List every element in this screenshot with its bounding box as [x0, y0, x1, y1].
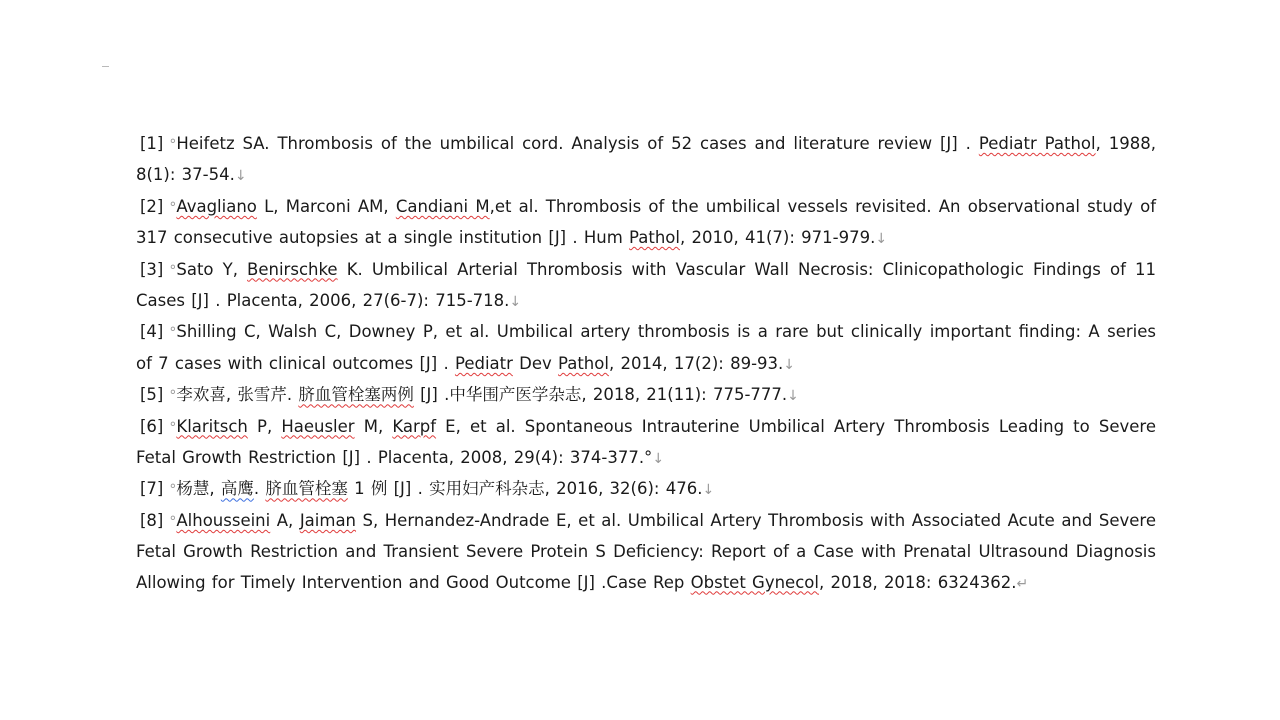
spellcheck-flagged-text: Obstet Gynecol	[690, 572, 819, 592]
reference-text: , 2014, 17(2): 89-93.	[608, 353, 784, 373]
spellcheck-flagged-text: Pathol	[558, 353, 609, 373]
reference-text: Heifetz SA. Thrombosis of the umbilical cord. Analysis of 52 cases and literature review [J] .	[176, 134, 979, 153]
reference-text: Sato Y,	[176, 259, 248, 279]
reference-text: ,et al. Thrombosis of the umbilical vessels revisited. An observational study of 317 consecutive autopsies at a single institution [J] . Hum	[136, 196, 1157, 248]
spellcheck-flagged-text: Pediatr	[454, 353, 513, 373]
format-mark: °	[169, 513, 177, 530]
reference-item[interactable]	[136, 412, 1156, 475]
spellcheck-flagged-text: Candiani M	[395, 196, 490, 216]
spellcheck-flagged-text: Pediatr Pathol	[978, 134, 1096, 153]
reference-text: , 1988, 8(1): 37-54.	[136, 134, 1157, 185]
spellcheck-flagged-text: 脐血管栓塞两例	[298, 385, 414, 405]
reference-text: 李欢喜, 张雪芹.	[176, 385, 299, 405]
reference-text: A,	[270, 510, 300, 530]
reference-text: P,	[247, 416, 282, 436]
grammar-flagged-text: 高鹰	[220, 479, 254, 499]
reference-number: [4]	[140, 322, 164, 342]
spellcheck-flagged-text: Pathol	[629, 228, 680, 248]
paragraph-mark: ↓	[787, 388, 799, 405]
reference-number: [1]	[140, 134, 164, 153]
reference-item[interactable]	[136, 317, 1156, 380]
reference-number: [6]	[140, 416, 164, 436]
spellcheck-flagged-text: Alhousseini	[176, 510, 271, 530]
reference-item[interactable]	[136, 255, 1156, 318]
spellcheck-flagged-text: Benirschke	[247, 259, 338, 279]
spellcheck-flagged-text: Karpf	[392, 416, 437, 436]
reference-text: Dev	[512, 353, 559, 373]
reference-item[interactable]	[136, 129, 1156, 192]
reference-text: S, Hernandez-Andrade E, et al. Umbilical Artery Thrombosis with Associated Acute and Severe Fetal Growth Restriction and Transient Severe Protein S Deficiency: Report of a Case with Prenatal Ultrasound Diagnosis Allowing for Timely Intervention and Good Outcome [J] .Case Rep	[136, 510, 1156, 592]
reference-text: 1 例 [J] . 实用妇产科杂志, 2016, 32(6): 476.	[347, 479, 703, 499]
reference-number: [2]	[140, 196, 164, 216]
paragraph-mark: ↓	[652, 451, 665, 468]
spellcheck-flagged-text: Avagliano	[176, 196, 257, 216]
reference-item[interactable]	[136, 380, 1156, 411]
spellcheck-flagged-text: 脐血管栓塞	[265, 479, 348, 499]
format-mark: °	[169, 419, 177, 436]
reference-number: [7]	[140, 479, 164, 499]
reference-item[interactable]	[136, 192, 1156, 255]
paragraph-mark: ↓	[875, 231, 888, 248]
reference-text: .	[253, 479, 266, 499]
reference-list	[136, 129, 1156, 599]
format-mark: °	[169, 262, 177, 279]
reference-text: 杨慧,	[176, 479, 221, 499]
spellcheck-flagged-text: Jaiman	[299, 510, 357, 530]
paragraph-mark: ↓	[234, 168, 247, 185]
reference-text: E, et al. Spontaneous Intrauterine Umbilical Artery Thrombosis Leading to Severe Fetal Growth Restriction [J] . Placenta, 2008, 29(4): 374-377.°	[136, 416, 1156, 468]
paragraph-mark: ↓	[702, 482, 715, 499]
paragraph-mark: ↓	[509, 294, 522, 311]
format-mark: °	[169, 388, 177, 405]
spellcheck-flagged-text: Klaritsch	[176, 416, 248, 436]
format-mark: °	[169, 482, 177, 499]
page-corner-mark	[102, 66, 109, 67]
reference-number: [3]	[140, 259, 164, 279]
format-mark: °	[169, 199, 177, 216]
reference-text: , 2010, 41(7): 971-979.	[679, 228, 876, 248]
reference-text: , 2018, 2018: 6324362.	[818, 572, 1017, 592]
reference-text: Shilling C, Walsh C, Downey P, et al. Umbilical artery thrombosis is a rare but clinically important finding: A series of 7 cases with clinical outcomes [J] .	[136, 322, 1156, 373]
format-mark: °	[169, 325, 177, 342]
paragraph-mark: ↵	[1016, 575, 1029, 592]
reference-item[interactable]	[136, 474, 1156, 505]
spellcheck-flagged-text: Haeusler	[281, 416, 355, 436]
paragraph-mark: ↓	[783, 356, 796, 373]
reference-text: [J] .中华围产医学杂志, 2018, 21(11): 775-777.	[413, 385, 788, 405]
reference-text: M,	[354, 416, 393, 436]
reference-text: K. Umbilical Arterial Thrombosis with Vascular Wall Necrosis: Clinicopathologic Findings of 11 Cases [J] . Placenta, 2006, 27(6-7): 715-718.	[136, 259, 1156, 311]
reference-item[interactable]	[136, 506, 1156, 599]
reference-number: [8]	[140, 510, 164, 530]
format-mark: °	[169, 137, 177, 153]
reference-text: L, Marconi AM,	[256, 196, 396, 216]
reference-number: [5]	[140, 385, 164, 405]
